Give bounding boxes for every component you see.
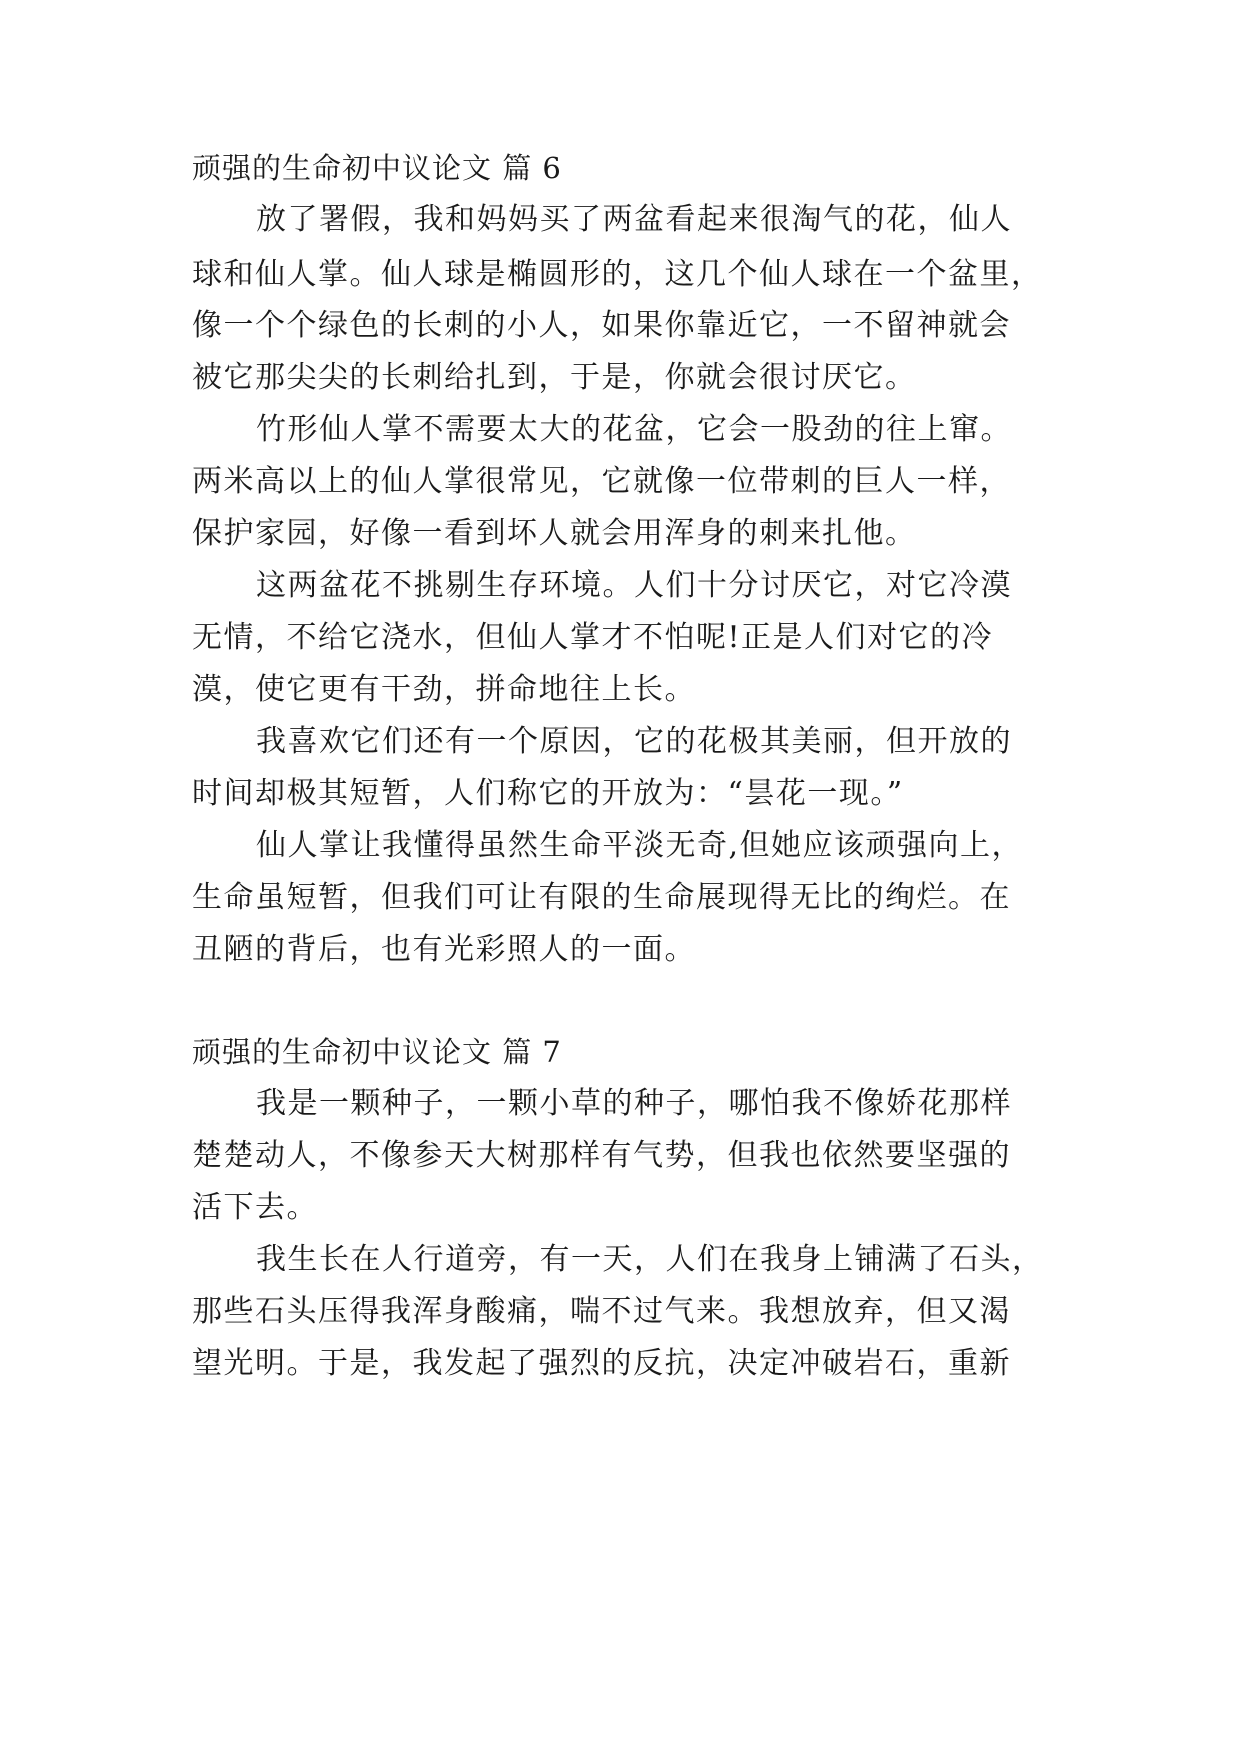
section-7-heading: 顽强的生命初中议论文 篇 7 — [192, 1035, 562, 1069]
paragraph-line: 被它那尖尖的长刺给扎到，于是，你就会很讨厌它。 — [192, 360, 917, 395]
paragraph-line: 活下去。 — [192, 1190, 318, 1225]
paragraph-line: 丑陋的背后，也有光彩照人的一面。 — [192, 932, 696, 967]
paragraph-line: 仙人掌让我懂得虽然生命平淡无奇,但她应该顽强向上， — [256, 828, 1024, 863]
paragraph-line: 两米高以上的仙人掌很常见，它就像一位带刺的巨人一样， — [192, 464, 1011, 499]
paragraph-line: 保护家园，好像一看到坏人就会用浑身的刺来扎他。 — [192, 516, 917, 551]
paragraph-line: 竹形仙人掌不需要太大的花盆，它会一股劲的往上窜。 — [256, 412, 1012, 447]
paragraph-line: 球和仙人掌。仙人球是椭圆形的，这几个仙人球在一个盆里， — [192, 257, 1043, 292]
paragraph-line: 放了署假，我和妈妈买了两盆看起来很淘气的花，仙人 — [256, 202, 1012, 237]
paragraph-line: 我喜欢它们还有一个原因，它的花极其美丽，但开放的 — [256, 724, 1012, 759]
paragraph-line: 望光明。于是，我发起了强烈的反抗，决定冲破岩石，重新 — [192, 1346, 1011, 1381]
paragraph-line: 像一个个绿色的长刺的小人，如果你靠近它，一不留神就会 — [192, 308, 1011, 343]
paragraph-line: 这两盆花不挑剔生存环境。人们十分讨厌它，对它冷漠 — [256, 568, 1012, 603]
paragraph-line: 时间却极其短暂，人们称它的开放为：“昙花一现。” — [192, 776, 904, 811]
paragraph-line: 那些石头压得我浑身酸痛，喘不过气来。我想放弃，但又渴 — [192, 1294, 1011, 1329]
paragraph-line: 楚楚动人，不像参天大树那样有气势，但我也依然要坚强的 — [192, 1138, 1011, 1173]
paragraph-line: 我是一颗种子，一颗小草的种子，哪怕我不像娇花那样 — [256, 1086, 1012, 1121]
paragraph-line: 生命虽短暂，但我们可让有限的生命展现得无比的绚烂。在 — [192, 880, 1011, 915]
paragraph-line: 漠，使它更有干劲，拼命地往上长。 — [192, 672, 696, 707]
paragraph-line: 我生长在人行道旁，有一天，人们在我身上铺满了石头， — [256, 1242, 1044, 1277]
paragraph-line: 无情，不给它浇水，但仙人掌才不怕呢!正是人们对它的冷 — [192, 620, 994, 655]
section-6-heading: 顽强的生命初中议论文 篇 6 — [192, 151, 562, 185]
